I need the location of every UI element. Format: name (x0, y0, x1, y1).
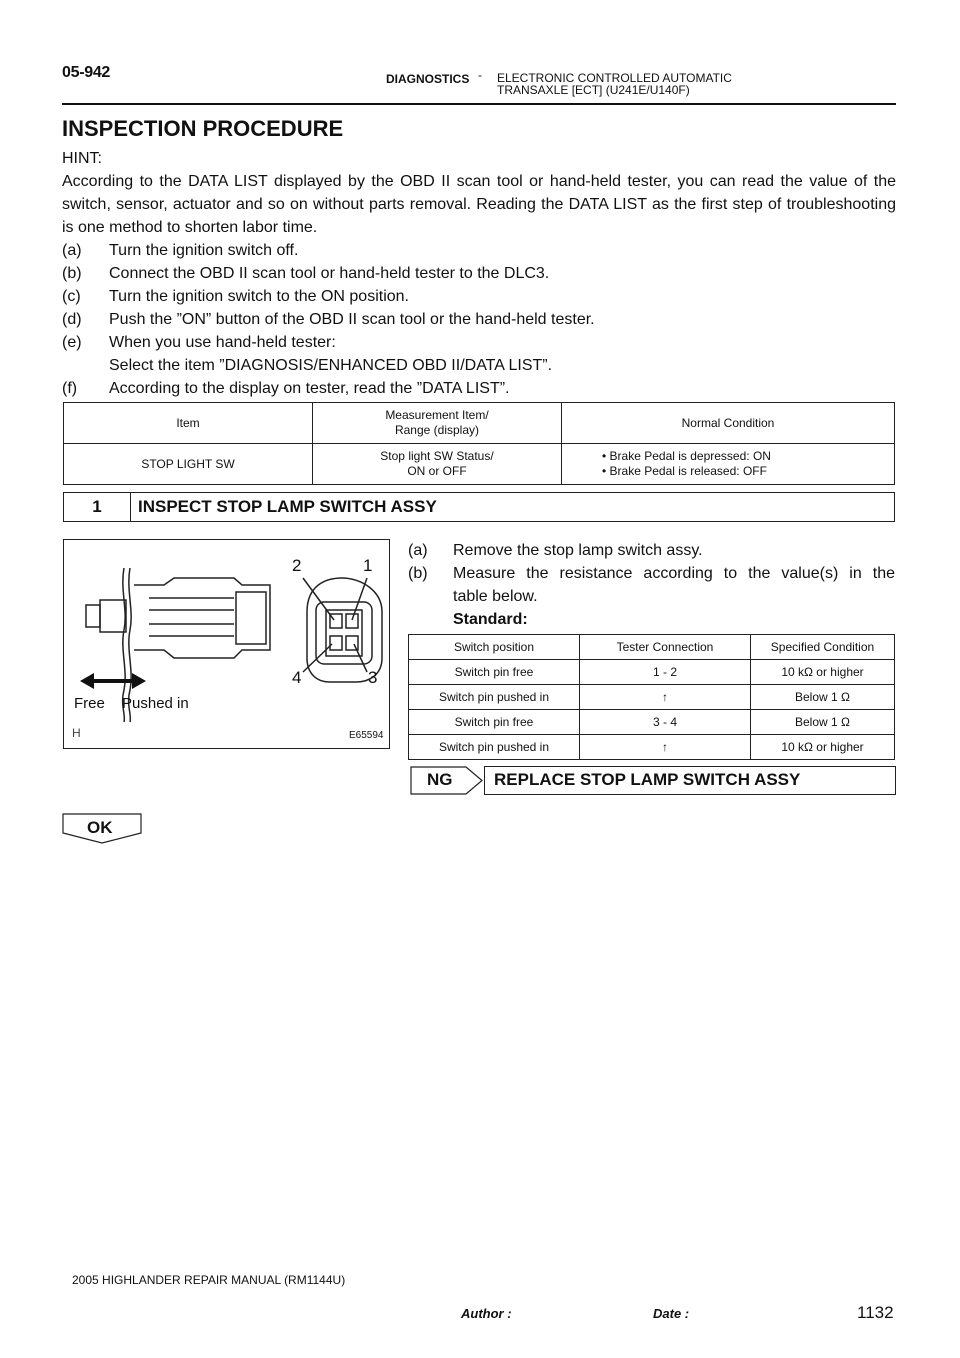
resistance-spec-table (408, 634, 895, 760)
sub-step-text: Remove the stop lamp switch assy. (453, 542, 703, 559)
table-header-cell: Normal Condition (562, 403, 895, 444)
table-cell: ↑ (580, 685, 751, 710)
table-header-cell: Tester Connection (580, 635, 751, 660)
step-label: (f) (62, 380, 78, 397)
step-text: When you use hand-held tester: (109, 334, 336, 351)
table-cell: Below 1 Ω (751, 685, 895, 710)
step-text-continued: Select the item ”DIAGNOSIS/ENHANCED OBD II/DATA LIST”. (109, 357, 553, 374)
step-text: According to the display on tester, read the ”DATA LIST”. (109, 380, 510, 397)
table-row (409, 660, 895, 685)
table-cell (313, 444, 562, 485)
header-dash: - (478, 68, 482, 82)
figure-id: E65594 (349, 730, 384, 741)
step-label: (b) (62, 265, 82, 282)
step-label: (e) (62, 334, 82, 351)
cell-line: • Brake Pedal is released: OFF (602, 464, 767, 478)
pin-label: 1 (363, 556, 373, 575)
table-cell: 10 kΩ or higher (751, 735, 895, 760)
pin-label: 2 (292, 556, 302, 575)
pushed-in-label: Pushed in (122, 695, 189, 712)
free-label: Free (74, 695, 105, 712)
header-section: DIAGNOSTICS (386, 72, 470, 86)
table-cell (562, 444, 895, 485)
table-cell: ↑ (580, 735, 751, 760)
sub-step-text: Measure the resistance according to the value(s) in the (453, 565, 895, 582)
corner-mark: H (72, 726, 81, 740)
table-header-cell: Item (64, 403, 313, 444)
sub-step-label: (b) (408, 565, 428, 582)
table-row (409, 710, 895, 735)
manual-footer: 2005 HIGHLANDER REPAIR MANUAL (RM1144U) (72, 1273, 346, 1287)
header-line: Measurement Item/ (385, 408, 489, 422)
header-rule (62, 103, 896, 105)
step-number: 1 (64, 493, 131, 521)
step-label: (d) (62, 311, 82, 328)
page-number: 1132 (857, 1303, 894, 1322)
table-cell: STOP LIGHT SW (64, 444, 313, 485)
step-title: INSPECT STOP LAMP SWITCH ASSY (138, 497, 437, 516)
step-label: (a) (62, 242, 82, 259)
page-heading: INSPECTION PROCEDURE (62, 116, 344, 141)
header-title (497, 72, 732, 96)
step-text: Connect the OBD II scan tool or hand-held tester to the DLC3. (109, 265, 550, 282)
header-line: Range (display) (394, 423, 480, 437)
sub-step-label: (a) (408, 542, 428, 559)
table-header-row (64, 403, 895, 444)
hint-label: HINT: (62, 150, 102, 167)
step-text: Push the ”ON” button of the OBD II scan tool or the hand-held tester. (109, 311, 595, 328)
table-header-row (409, 635, 895, 660)
header-title-line2: TRANSAXLE [ECT] (U241E/U140F) (497, 83, 690, 97)
table-cell: Switch pin free (409, 710, 580, 735)
table-cell: 1 - 2 (580, 660, 751, 685)
table-header-cell (313, 403, 562, 444)
table-row (409, 735, 895, 760)
ng-action-text: REPLACE STOP LAMP SWITCH ASSY (494, 770, 801, 789)
author-label: Author : (461, 1306, 512, 1321)
pin-label: 3 (368, 668, 378, 687)
step-text: Turn the ignition switch off. (109, 242, 299, 259)
header-title-line1: ELECTRONIC CONTROLLED AUTOMATIC (497, 71, 732, 85)
step-label: (c) (62, 288, 81, 305)
table-cell: Switch pin pushed in (409, 735, 580, 760)
table-row (409, 685, 895, 710)
table-cell: Below 1 Ω (751, 710, 895, 735)
page-code: 05-942 (62, 64, 111, 81)
table-cell: 10 kΩ or higher (751, 660, 895, 685)
table-header-cell: Switch position (409, 635, 580, 660)
table-cell: Switch pin pushed in (409, 685, 580, 710)
cell-line: • Brake Pedal is depressed: ON (602, 449, 771, 463)
data-list-table (63, 402, 895, 485)
inspection-step-box (63, 492, 895, 522)
standard-label: Standard: (453, 611, 528, 628)
table-row (64, 444, 895, 485)
table-cell: 3 - 4 (580, 710, 751, 735)
stop-lamp-switch-diagram (64, 540, 389, 748)
cell-line: Stop light SW Status/ (380, 449, 494, 463)
pin-label: 4 (292, 668, 302, 687)
step-text: Turn the ignition switch to the ON position. (109, 288, 409, 305)
switch-figure (63, 539, 390, 749)
cell-line: ON or OFF (407, 464, 467, 478)
sub-step-text-continued: table below. (453, 588, 538, 605)
table-cell: Switch pin free (409, 660, 580, 685)
ok-label: OK (87, 818, 113, 837)
hint-text: According to the DATA LIST displayed by the OBD II scan tool or hand-held tester, you can read the value of the switch, sensor, actuator and so on without parts removal. Reading the DATA LIST as the first step of troubleshooting is one method to shorten labor time. (62, 173, 896, 236)
date-label: Date : (653, 1306, 690, 1321)
ng-label: NG (427, 770, 453, 789)
table-header-cell: Specified Condition (751, 635, 895, 660)
